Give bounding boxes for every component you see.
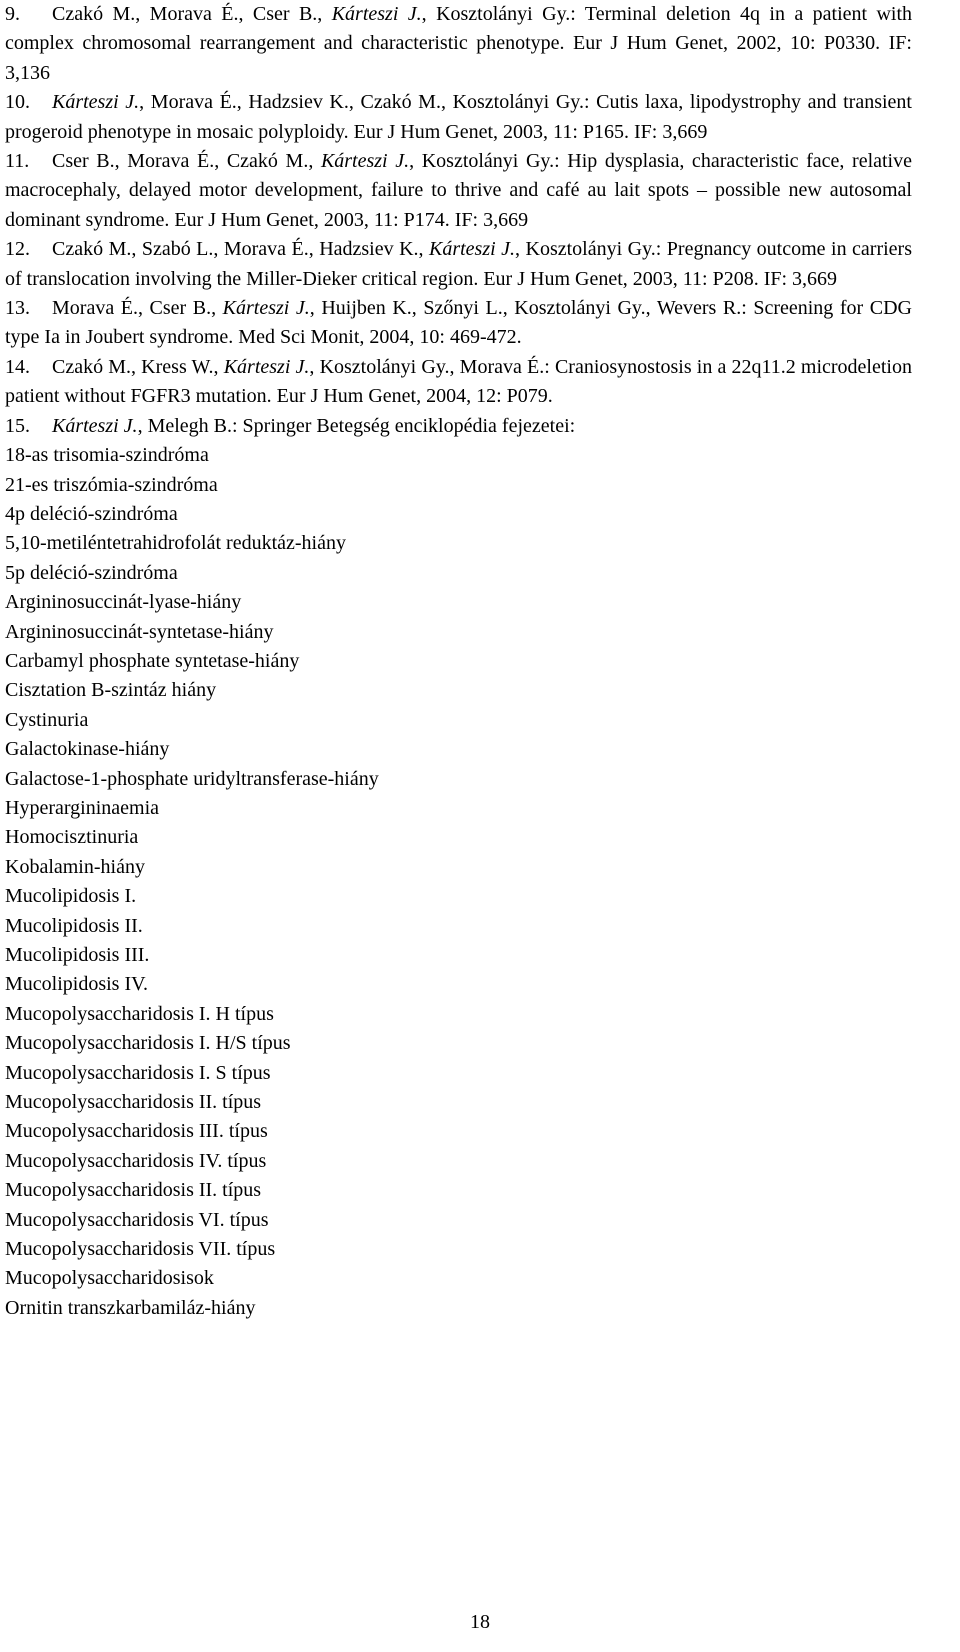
chapter-item: Ornitin transzkarbamiláz-hiány: [5, 1296, 256, 1319]
reference-authors: Czakó M., Kress W.,: [52, 355, 224, 378]
reference-text: : Cutis laxa, lipodystrophy and transient progeroid phenotype in mosaic polyploidy. Eur J Hum Genet, 2003, 11: P165. IF: 3,669: [5, 91, 912, 143]
reference-item: [5, 353, 912, 412]
chapter-item: Mucopolysaccharidosis VI. típus: [5, 1208, 269, 1231]
chapter-item: Homocisztinuria: [5, 826, 139, 849]
chapter-item: Mucopolysaccharidosis I. H típus: [5, 1002, 274, 1025]
chapter-item: Mucopolysaccharidosis II. típus: [5, 1091, 262, 1114]
chapter-item: 5,10-metiléntetrahidrofolát reduktáz-hiány: [5, 532, 346, 555]
reference-author-highlight: Kárteszi J.: [52, 91, 140, 114]
reference-author-highlight: Kárteszi J.: [320, 150, 410, 173]
document-page: [5, 0, 912, 1323]
reference-authors: , Melegh B.: [137, 414, 232, 437]
reference-authors: , Kosztolányi Gy., Morava É.: [309, 355, 545, 378]
chapter-item: Kobalamin-hiány: [5, 855, 145, 878]
reference-authors: , Kosztolányi Gy.: [409, 150, 555, 173]
chapter-item: Mucopolysaccharidosisok: [5, 1267, 214, 1290]
chapter-item: Carbamyl phosphate syntetase-hiány: [5, 649, 300, 672]
chapter-item: Mucopolysaccharidosis VII. típus: [5, 1238, 276, 1261]
reference-item: [5, 294, 912, 353]
reference-text: : Pregnancy outcome in carriers of translocation involving the Miller-Dieker critical region. Eur J Hum Genet, 2003, 11: P208. IF: 3,669: [5, 238, 912, 290]
chapter-item: Hyperargininaemia: [5, 796, 160, 819]
reference-item: [5, 147, 912, 235]
page-number: 18: [470, 1611, 490, 1633]
chapter-item: Mucopolysaccharidosis I. H/S típus: [5, 1032, 291, 1055]
reference-author-highlight: Kárteszi J.: [429, 238, 516, 261]
chapter-item: Mucolipidosis I.: [5, 885, 137, 908]
reference-number: 9.: [5, 3, 20, 25]
reference-authors: Morava É., Cser B.,: [52, 297, 223, 320]
reference-text: : Screening for CDG type Ia in Joubert syndrome. Med Sci Monit, 2004, 10: 469-472.: [5, 297, 912, 349]
reference-authors: , Huijben K., Szőnyi L., Kosztolányi Gy., Wevers R.: [309, 297, 742, 320]
reference-authors: , Kosztolányi Gy.: [515, 238, 656, 261]
chapter-item: Mucolipidosis II.: [5, 914, 143, 937]
chapter-item: Cystinuria: [5, 708, 89, 731]
reference-text: : Springer Betegség enciklopédia fejezetei:: [232, 414, 576, 437]
chapter-item: 4p deléció-szindróma: [5, 502, 178, 525]
reference-authors: Czakó M., Szabó L., Morava É., Hadzsiev K.,: [52, 238, 429, 261]
chapter-item: Mucolipidosis IV.: [5, 973, 148, 996]
reference-number: 13.: [5, 297, 30, 320]
reference-authors: Czakó M., Morava É., Cser B.,: [52, 3, 332, 25]
reference-number: 15.: [5, 414, 30, 437]
reference-text: : Craniosynostosis in a 22q11.2 microdeletion patient without FGFR3 mutation. Eur J Hum Genet, 2004, 12: P079.: [5, 355, 912, 408]
reference-number: 10.: [5, 91, 30, 114]
reference-author-highlight: Kárteszi J.: [331, 3, 422, 25]
chapter-item: Mucopolysaccharidosis IV. típus: [5, 1149, 267, 1172]
reference-authors: , Kosztolányi Gy.: [421, 3, 571, 25]
chapter-item: Mucolipidosis III.: [5, 944, 150, 966]
reference-authors: Cser B., Morava É., Czakó M.,: [52, 150, 321, 173]
reference-number: 12.: [5, 238, 30, 261]
reference-item: [5, 0, 912, 88]
reference-number: 11.: [5, 150, 30, 173]
reference-author-highlight: Kárteszi J.: [52, 414, 138, 437]
chapter-list: [5, 441, 912, 1323]
reference-authors: , Morava É., Hadzsiev K., Czakó M., Kosztolányi Gy.: [139, 91, 584, 114]
chapter-item: Mucopolysaccharidosis I. S típus: [5, 1061, 271, 1084]
chapter-item: Galactose-1-phosphate uridyltransferase-hiány: [5, 767, 379, 790]
reference-author-highlight: Kárteszi J.: [222, 297, 310, 320]
chapter-item: 21-es triszómia-szindróma: [5, 473, 218, 496]
reference-number: 14.: [5, 355, 30, 378]
chapter-item: Mucopolysaccharidosis II. típus: [5, 1179, 262, 1202]
chapter-item: 5p deléció-szindróma: [5, 561, 178, 584]
chapter-item: Galactokinase-hiány: [5, 738, 170, 761]
reference-item: [5, 235, 912, 294]
chapter-item: 18-as trisomia-szindróma: [5, 444, 209, 467]
chapter-item: Mucopolysaccharidosis III. típus: [5, 1120, 268, 1143]
reference-text: : Terminal deletion 4q in a patient with complex chromosomal rearrangement and characteristic phenotype. Eur J Hum Genet, 2002, 10: P0330. IF: 3,136: [5, 3, 913, 84]
reference-list: [5, 0, 912, 441]
chapter-item: Cisztation B-szintáz hiány: [5, 679, 217, 702]
chapter-item: Argininosuccinát-syntetase-hiány: [5, 620, 274, 643]
reference-item: [5, 88, 912, 147]
chapter-item: Argininosuccinát-lyase-hiány: [5, 591, 242, 614]
reference-author-highlight: Kárteszi J.: [223, 355, 310, 378]
reference-item: [5, 412, 912, 441]
reference-text: : Hip dysplasia, characteristic face, relative macrocephaly, delayed motor development, failure to thrive and café au lait spots – possible new autosomal dominant syndrome. Eur J Hum Genet, 2003, 11: P174. IF: 3,669: [5, 150, 912, 231]
